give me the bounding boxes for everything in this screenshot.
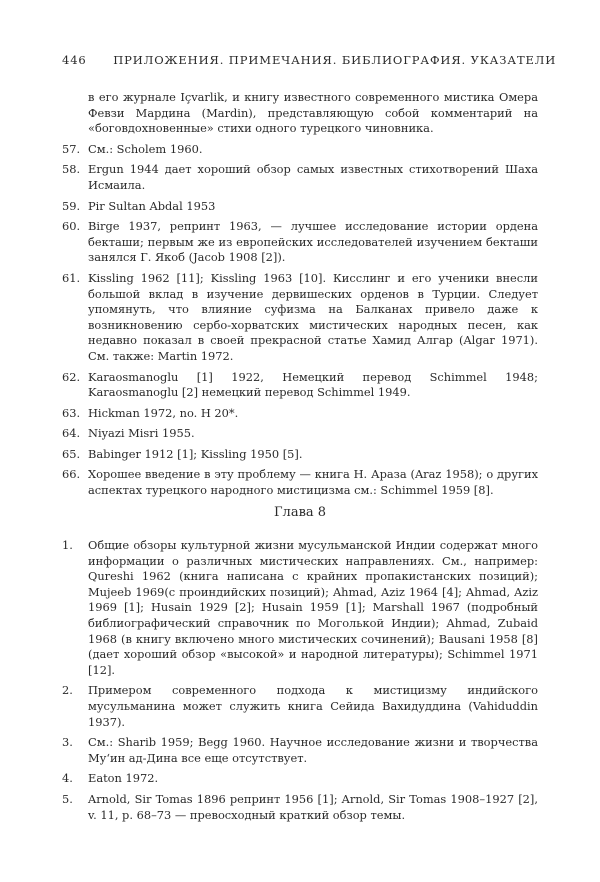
note-item (62, 792, 538, 823)
chapter-heading: Глава 8 (273, 505, 327, 520)
note-text: Eaton 1972. (88, 771, 159, 786)
note-number: 66. (62, 467, 81, 482)
note-item (62, 683, 538, 730)
note-number: 59. (62, 198, 81, 213)
note-text: Niyazi Misri 1955. (88, 426, 195, 441)
note-item (62, 771, 538, 787)
note-text: Pir Sultan Abdal 1953 (88, 198, 216, 213)
note-item (62, 467, 538, 498)
note-number: 62. (62, 369, 81, 384)
note-item (62, 406, 538, 422)
note-number: 4. (62, 771, 73, 786)
note-number: 57. (62, 141, 81, 156)
note-text: в его журнале Içvarlik, и книгу известного современного мистика Омера Февзи Мардина (Mardin), представляющую собой комментарий на «боговдохновенные» стихи одного турецкого чиновника. (88, 90, 538, 136)
note-number: 5. (62, 791, 73, 806)
note-number: 65. (62, 446, 81, 461)
note-item (62, 219, 538, 266)
note-text: Arnold, Sir Tomas 1896 репринт 1956 [1]; Arnold, Sir Tomas 1908–1927 [2], v. 11, p. 68–73 — превосходный краткий обзор темы. (88, 791, 538, 822)
note-text: Хорошее введение в эту проблему — книга Н. Араза (Araz 1958); о других аспектах турецкого народного мистицизма см.: Schimmel 1959 [8]. (88, 467, 538, 498)
note-item (62, 735, 538, 766)
page-number: 446 (62, 53, 87, 67)
note-text: Kissling 1962 [11]; Kissling 1963 [10]. Кисслинг и его ученики внесли большой вклад в изучение дервишеских орденов в Турции. Следует упомянуть, что влияние суфизма на Балканах привело даже к возникновению сербо-хорватских мистических народных песен, как недавно показал в своей прекрасной статье Хамид Алгар (Algar 1971). См. также: Martin 1972. (88, 270, 538, 363)
note-number (62, 90, 88, 137)
note-item (62, 271, 538, 365)
note-number: 64. (62, 426, 81, 441)
note-item (62, 142, 538, 158)
note-item (62, 426, 538, 442)
note-item (62, 447, 538, 463)
note-item (62, 199, 538, 215)
note-text: См.: Scholem 1960. (88, 141, 203, 156)
note-item (62, 538, 538, 678)
note-text: См.: Sharib 1959; Begg 1960. Научное исследование жизни и творчества Му‘ин ад-Дина все еще отсутствует. (88, 735, 538, 765)
running-title: ПРИЛОЖЕНИЯ. ПРИМЕЧАНИЯ. БИБЛИОГРАФИЯ. УКАЗАТЕЛИ (113, 53, 557, 67)
note-number: 61. (62, 270, 81, 285)
note-text: Примером современного подхода к мистицизму индийского мусульманина может служить книга Сейида Вахидуддина (Vahiduddin 1937). (88, 683, 538, 729)
note-number: 63. (62, 405, 81, 420)
note-text: Hickman 1972, no. H 20*. (88, 405, 239, 420)
note-text: Karaosmanoglu [1] 1922, Немецкий перевод Schimmel 1948; Karaosmanoglu [2] немецкий перевод Schimmel 1949. (88, 369, 538, 400)
note-item (62, 162, 538, 193)
note-text: Ergun 1944 дает хороший обзор самых известных стихотворений Шаха Исмаила. (88, 162, 538, 192)
notes-list-chapter (62, 538, 538, 828)
note-number: 1. (62, 538, 73, 552)
note-item (62, 90, 538, 137)
notes-list-top (62, 90, 538, 504)
note-number: 60. (62, 219, 81, 234)
note-item (62, 370, 538, 401)
running-header (62, 53, 557, 67)
note-number: 58. (62, 162, 81, 177)
note-text: Общие обзоры культурной жизни мусульманской Индии содержат много информации о различных мистических направлениях. См., например: Qureshi 1962 (книга написана с крайних пропакистанских позиций); Mujeeb 1969(с проиндийских позиций); Ahmad, Aziz 1964 [4]; Ahmad, Aziz 1969 [1]; Husain 1929 [2]; Husain 1959 [1]; Marshall 1967 (подробный библиографический справочник по Моголькой Индии); Ahmad, Zubaid 1968 (в книгу включено много мистических сочинений); Bausani 1958 [8] (дает хороший обзор «высокой» и народной литературы); Schimmel 1971 [12]. (88, 538, 538, 677)
note-text: Babinger 1912 [1]; Kissling 1950 [5]. (88, 446, 303, 461)
note-number: 3. (62, 735, 73, 750)
note-text: Birge 1937, репринт 1963, — лучшее исследование истории ордена бекташи; первым же из европейских исследователей изучением бекташи занялся Г. Якоб (Jacob 1908 [2]). (88, 219, 538, 265)
note-number: 2. (62, 683, 73, 698)
